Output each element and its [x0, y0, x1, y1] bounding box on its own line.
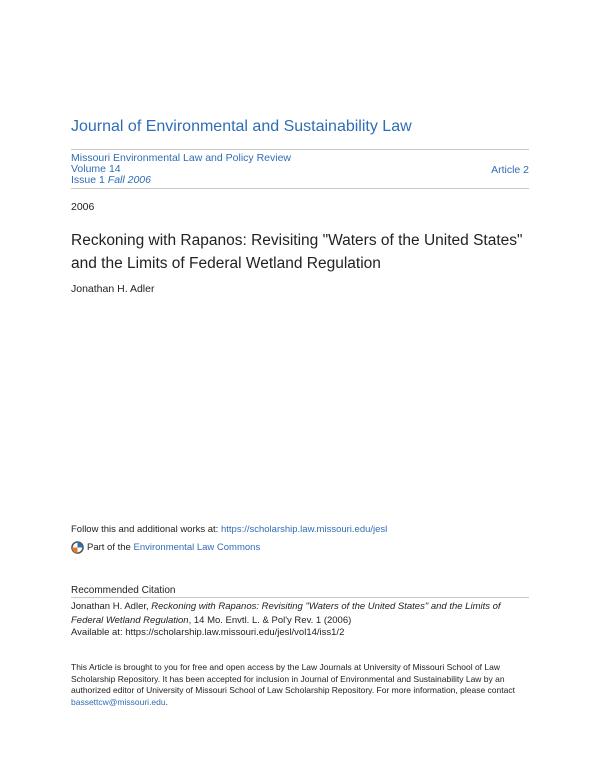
author-name: Jonathan H. Adler — [71, 283, 155, 295]
article-number[interactable]: Article 2 — [491, 164, 529, 176]
series-link[interactable]: Missouri Environmental Law and Policy Review — [71, 152, 292, 164]
publication-year: 2006 — [71, 201, 95, 213]
follow-url-link[interactable]: https://scholarship.law.missouri.edu/jesl — [220, 524, 388, 535]
access-notice — [71, 662, 533, 708]
issue-season: Fall 2006 — [107, 174, 151, 186]
part-of-prefix: Part of the — [87, 542, 131, 553]
notice-text: This Article is brought to you for free and open access by the Law Journals at University of Missouri School of Law Scholarship Repository. It has been accepted for inclusion in Journal of Environmental and Sustainability Law by an authorized editor of University of Missouri School of Law Scholarship Repository. For more information, please contact — [71, 662, 515, 695]
paper-title: Reckoning with Rapanos: Revisiting "Waters of the United States" and the Limits of Federal Wetland Regulation — [71, 232, 523, 272]
issue-number: Issue 1 — [71, 174, 105, 186]
divider-citation — [71, 597, 529, 598]
citation-heading: Recommended Citation — [71, 585, 176, 596]
publication-meta — [71, 153, 291, 186]
citation-author: Jonathan H. Adler, — [71, 601, 149, 612]
divider-top — [71, 149, 529, 150]
network-commons-icon — [71, 541, 84, 554]
citation-text — [71, 600, 531, 627]
contact-email-link[interactable]: bassettcw@missouri.edu — [71, 696, 166, 707]
citation-title: Reckoning with Rapanos: Revisiting "Waters of the United States" and the Limits of Federal Wetland Regulation — [71, 601, 501, 626]
environmental-law-commons-link[interactable]: Environmental Law Commons — [133, 542, 261, 553]
volume-link[interactable]: Volume 14 — [71, 163, 121, 175]
part-of-line — [71, 541, 260, 554]
available-at[interactable]: Available at: https://scholarship.law.missouri.edu/jesl/vol14/iss1/2 — [71, 627, 345, 638]
issue-link[interactable] — [71, 175, 291, 186]
journal-title[interactable]: Journal of Environmental and Sustainability Law — [71, 118, 412, 135]
notice-end: . — [165, 696, 168, 707]
citation-source: , 14 Mo. Envtl. L. & Pol'y Rev. 1 (2006) — [188, 614, 352, 626]
follow-line — [71, 524, 387, 535]
follow-prefix: Follow this and additional works at: — [71, 524, 219, 535]
divider-meta — [71, 188, 529, 189]
